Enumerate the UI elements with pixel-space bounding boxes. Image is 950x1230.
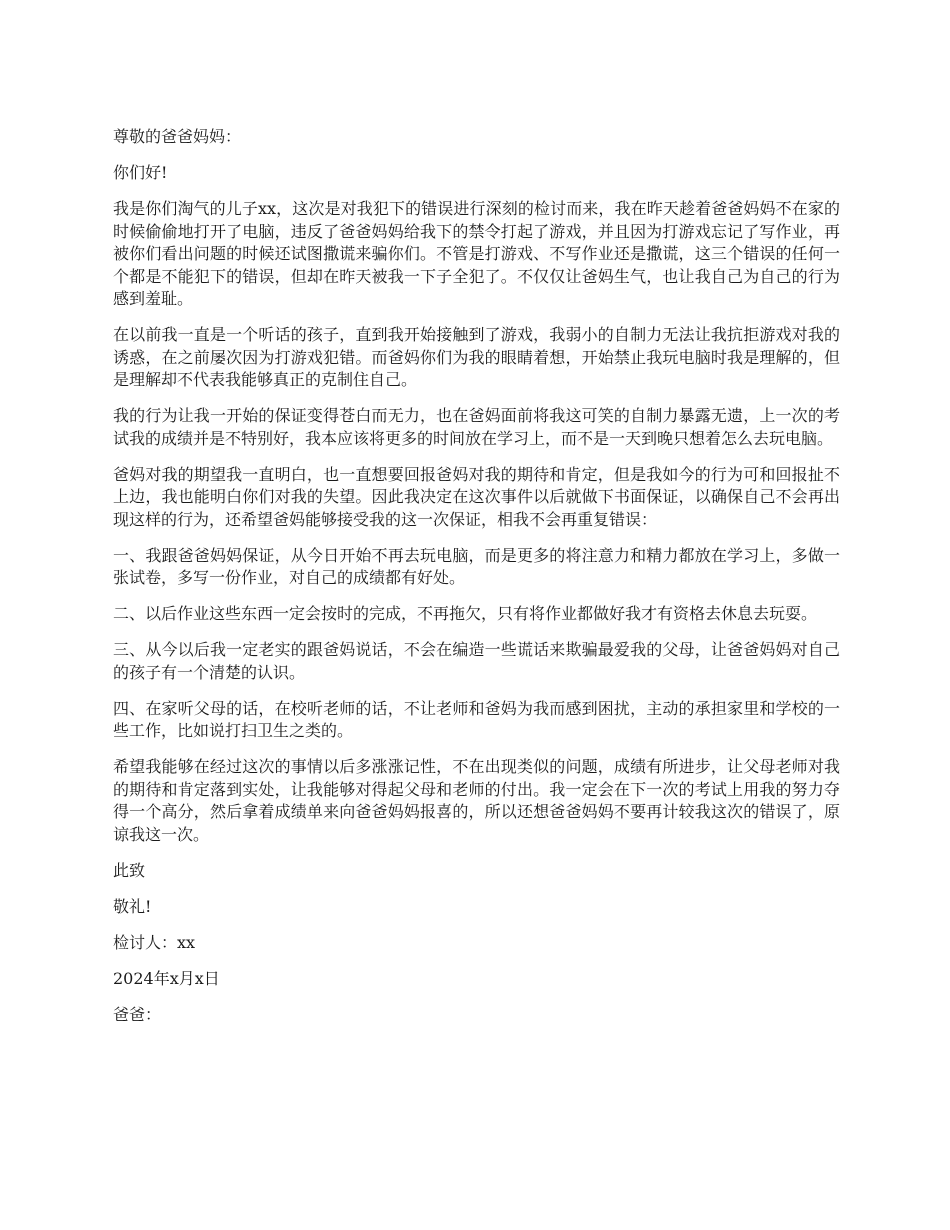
- greeting: 你们好!: [113, 163, 168, 182]
- date: 2024年x月x日: [113, 968, 220, 988]
- letter-document: [113, 126, 840, 1040]
- body-paragraph: 在以前我一直是一个听话的孩子，直到我开始接触到了游戏，我弱小的自制力无法让我抗拒游戏对我的诱惑，在之前屡次因为打游戏犯错。而爸妈你们为我的眼睛着想，开始禁止我玩电脑时我是理解的，但是理解却不代表我能够真正的克制住自己。: [113, 325, 840, 389]
- salutation: 尊敬的爸爸妈妈：: [113, 127, 242, 146]
- body-paragraph: 我的行为让我一开始的保证变得苍白而无力，也在爸妈面前将我这可笑的自制力暴露无遗，上一次的考试我的成绩并是不特别好，我本应该将更多的时间放在学习上，而不是一天到晚只想着怎么去玩电脑。: [113, 406, 840, 448]
- body-paragraph: 爸妈对我的期望我一直明白，也一直想要回报爸妈对我的期待和肯定，但是我如今的行为可和回报扯不上边，我也能明白你们对我的失望。因此我决定在这次事件以后就做下书面保证，以确保自己不会再出现这样的行为，还希望爸妈能够接受我的这一次保证，相我不会再重复错误：: [113, 464, 840, 529]
- promise-item-3: 三、从今以后我一定老实的跟爸妈说话，不会在编造一些谎话来欺骗最爱我的父母，让爸爸妈妈对自己的孩子有一个清楚的认识。: [113, 640, 840, 682]
- signer: 检讨人：xx: [113, 932, 196, 952]
- footer-label: 爸爸：: [113, 1004, 162, 1024]
- closing-line-2: 敬礼!: [113, 896, 152, 916]
- promise-item-2: 二、以后作业这些东西一定会按时的完成，不再拖欠，只有将作业都做好我才有资格去休息去玩耍。: [113, 604, 818, 623]
- body-paragraph: 希望我能够在经过这次的事情以后多涨涨记性，不在出现类似的问题，成绩有所进步，让父母老师对我的期待和肯定落到实处，让我能够对得起父母和老师的付出。我一定会在下一次的考试上用我的努力夺得一个高分，然后拿着成绩单来向爸爸妈妈报喜的，所以还想爸爸妈妈不要再计较我这次的错误了，原谅我这一次。: [113, 757, 840, 844]
- promise-item-1: 一、我跟爸爸妈妈保证，从今日开始不再去玩电脑，而是更多的将注意力和精力都放在学习上，多做一张试卷，多写一份作业，对自己的成绩都有好处。: [113, 545, 840, 587]
- closing-line-1: 此致: [113, 860, 146, 880]
- promise-item-4: 四、在家听父母的话，在校听老师的话，不让老师和爸妈为我而感到困扰，主动的承担家里和学校的一些工作，比如说打扫卫生之类的。: [113, 698, 840, 740]
- body-paragraph: 我是你们淘气的儿子xx，这次是对我犯下的错误进行深刻的检讨而来，我在昨天趁着爸爸妈妈不在家的时候偷偷地打开了电脑，违反了爸爸妈妈给我下的禁令打起了游戏，并且因为打游戏忘记了写作业，再被你们看出问题的时候还试图撒谎来骗你们。不管是打游戏、不写作业还是撒谎，这三个错误的任何一个都是不能犯下的错误，但却在昨天被我一下子全犯了。不仅仅让爸妈生气，也让我自己为自己的行为感到羞耻。: [113, 199, 840, 308]
